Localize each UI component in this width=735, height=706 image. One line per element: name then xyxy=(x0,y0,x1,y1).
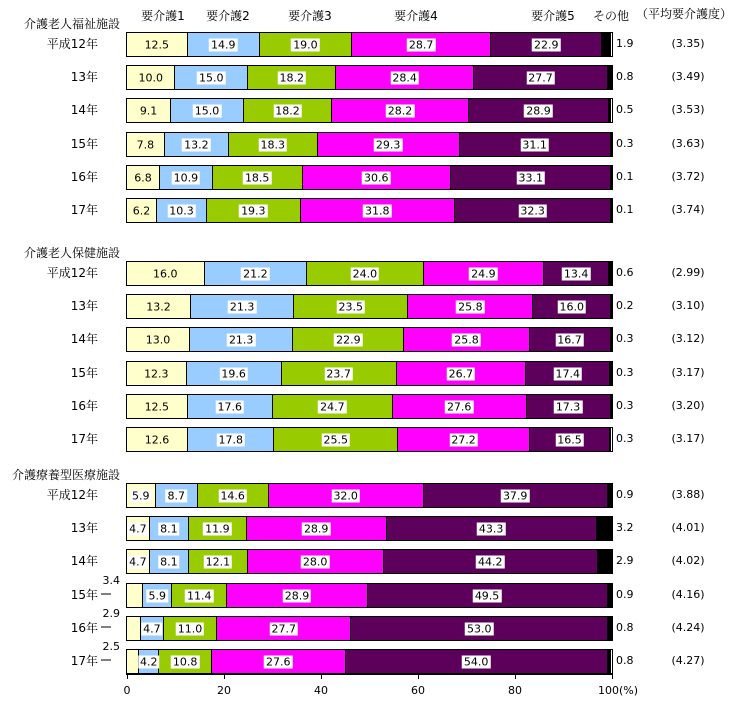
segment-value-label: 27.6 xyxy=(266,655,291,668)
average-care-level-value: (3.53) xyxy=(671,103,705,116)
x-axis-tick-label: 100(%) xyxy=(597,684,639,697)
segment-要介護1 xyxy=(127,517,150,540)
average-care-level-value: (3.74) xyxy=(671,203,705,216)
segment-value-label: 5.9 xyxy=(148,589,167,602)
segment-その他 xyxy=(611,328,612,351)
segment-要介護2 xyxy=(150,550,189,573)
segment-value-label: 15.0 xyxy=(194,104,220,117)
segment-要介護3 xyxy=(274,428,398,451)
segment-value-label: 23.5 xyxy=(338,300,364,313)
segment-要介護3 xyxy=(282,362,397,385)
segment-要介護5 xyxy=(460,133,611,156)
row-year-label: 15年 xyxy=(70,137,98,151)
segment-要介護5 xyxy=(455,199,612,222)
segment-value-label: 28.7 xyxy=(408,38,434,51)
stacked-bar xyxy=(126,327,613,352)
x-axis-tick-label: 40 xyxy=(314,684,328,697)
segment-要介護1 xyxy=(127,33,188,56)
other-value-label: 0.5 xyxy=(616,103,634,116)
segment-value-label: 12.5 xyxy=(144,38,170,51)
segment-value-label: 8.1 xyxy=(160,522,178,535)
segment-value-label: 19.3 xyxy=(241,204,266,217)
segment-value-label: 37.9 xyxy=(502,489,528,502)
segment-value-label: 4.7 xyxy=(129,555,147,568)
segment-要介護3 xyxy=(244,99,332,122)
average-care-level-value: (2.99) xyxy=(671,266,705,279)
x-axis-tick-label: 0 xyxy=(123,684,131,697)
average-care-level-value: (3.17) xyxy=(671,366,705,379)
facility-group-name: 介護老人保健施設 xyxy=(23,246,120,260)
segment-value-label: 26.7 xyxy=(448,367,474,380)
segment-要介護2 xyxy=(150,517,189,540)
segment-value-label: 21.2 xyxy=(243,267,268,280)
segment-value-label: 10.0 xyxy=(138,71,163,84)
segment-要介護2 xyxy=(156,484,198,507)
segment-要介護1 xyxy=(127,428,188,451)
stacked-bar xyxy=(126,132,613,157)
segment-要介護1 xyxy=(127,262,205,285)
average-care-level-value: (4.01) xyxy=(671,521,705,534)
segment-value-label: 22.9 xyxy=(533,38,559,51)
segment-要介護5 xyxy=(351,617,608,640)
segment-value-label: 8.1 xyxy=(160,555,178,568)
x-axis-tick xyxy=(224,675,225,679)
average-care-level-value: (3.17) xyxy=(671,432,705,445)
segment-value-label: 28.0 xyxy=(302,555,328,568)
other-value-label: 0.8 xyxy=(616,654,634,667)
stacked-bar xyxy=(126,98,613,123)
legend-label-5: 要介護5 xyxy=(531,9,575,23)
other-value-label: 0.9 xyxy=(616,588,634,601)
segment-その他 xyxy=(597,517,613,540)
average-care-level-value: (3.10) xyxy=(671,299,705,312)
segment-value-label-outside: 3.4 xyxy=(102,574,120,587)
segment-value-label: 31.8 xyxy=(364,204,390,217)
leader-line xyxy=(101,593,111,595)
segment-value-label: 24.9 xyxy=(471,267,496,280)
row-year-label: 17年 xyxy=(70,654,98,668)
segment-value-label: 27.6 xyxy=(446,400,472,413)
segment-要介護2 xyxy=(190,328,293,351)
segment-要介護5 xyxy=(387,517,597,540)
segment-value-label: 11.9 xyxy=(205,522,230,535)
segment-value-label: 17.4 xyxy=(555,367,581,380)
segment-要介護5 xyxy=(530,328,611,351)
segment-要介護1 xyxy=(127,484,156,507)
segment-要介護5 xyxy=(469,99,609,122)
segment-要介護1 xyxy=(127,328,190,351)
row-year-label: 15年 xyxy=(70,366,98,380)
segment-その他 xyxy=(610,362,611,385)
segment-要介護5 xyxy=(346,650,608,673)
segment-要介護2 xyxy=(157,199,207,222)
leader-line xyxy=(101,659,111,661)
segment-value-label: 8.7 xyxy=(167,489,185,502)
segment-要介護4 xyxy=(318,133,460,156)
segment-value-label: 7.8 xyxy=(136,138,155,151)
other-value-label: 0.3 xyxy=(616,399,634,412)
segment-要介護2 xyxy=(143,584,172,607)
other-value-label: 0.3 xyxy=(616,432,634,445)
segment-value-label: 12.5 xyxy=(144,400,170,413)
segment-value-label: 53.0 xyxy=(466,622,492,635)
average-care-level-value: (4.27) xyxy=(671,654,705,667)
segment-要介護3 xyxy=(198,484,269,507)
average-care-level-value: (3.63) xyxy=(671,137,705,150)
row-year-label: 13年 xyxy=(70,299,98,313)
segment-要介護5 xyxy=(384,550,598,573)
segment-value-label: 4.2 xyxy=(140,655,158,668)
segment-要介護4 xyxy=(393,395,527,418)
segment-要介護5 xyxy=(491,33,602,56)
segment-value-label: 9.1 xyxy=(139,104,158,117)
segment-要介護4 xyxy=(352,33,491,56)
segment-要介護5 xyxy=(526,362,610,385)
x-axis-tick-label: 80 xyxy=(508,684,522,697)
segment-value-label: 32.0 xyxy=(333,489,358,502)
row-year-label: 平成12年 xyxy=(46,37,98,51)
segment-value-label: 4.7 xyxy=(143,622,161,635)
segment-その他 xyxy=(608,66,612,89)
segment-value-label: 21.3 xyxy=(228,333,254,346)
segment-value-label: 10.8 xyxy=(172,655,198,668)
segment-要介護3 xyxy=(229,133,318,156)
segment-要介護4 xyxy=(303,166,451,189)
segment-value-label: 12.1 xyxy=(205,555,231,568)
segment-value-label: 21.3 xyxy=(229,300,255,313)
segment-要介護5 xyxy=(527,395,611,418)
segment-value-label: 33.1 xyxy=(518,171,543,184)
segment-value-label: 30.6 xyxy=(364,171,389,184)
segment-要介護2 xyxy=(160,166,213,189)
other-value-label: 0.1 xyxy=(616,170,634,183)
row-year-label: 14年 xyxy=(70,332,98,346)
row-year-label: 16年 xyxy=(70,399,98,413)
average-care-level-value: (3.72) xyxy=(671,170,705,183)
segment-その他 xyxy=(608,617,612,640)
segment-value-label: 25.5 xyxy=(323,433,349,446)
segment-value-label: 23.7 xyxy=(326,367,351,380)
other-value-label: 0.8 xyxy=(616,621,634,634)
segment-要介護5 xyxy=(530,428,610,451)
segment-value-label: 32.3 xyxy=(520,204,545,217)
segment-value-label: 16.0 xyxy=(559,300,584,313)
segment-要介護2 xyxy=(188,33,260,56)
segment-value-label: 5.9 xyxy=(132,489,150,502)
legend-label-4: 要介護4 xyxy=(394,9,438,23)
stacked-bar xyxy=(126,427,613,452)
segment-value-label-outside: 2.9 xyxy=(102,607,120,620)
segment-要介護1 xyxy=(127,66,175,89)
average-care-level-value: (4.24) xyxy=(671,621,705,634)
segment-value-label: 24.0 xyxy=(352,267,378,280)
segment-要介護4 xyxy=(248,550,384,573)
segment-要介護5 xyxy=(474,66,608,89)
segment-value-label: 28.2 xyxy=(387,104,413,117)
segment-要介護1 xyxy=(127,395,188,418)
segment-value-label: 19.6 xyxy=(221,367,246,380)
row-year-label: 14年 xyxy=(70,554,98,568)
segment-要介護5 xyxy=(424,484,608,507)
segment-value-label: 49.5 xyxy=(474,589,500,602)
x-axis-tick xyxy=(515,675,516,679)
segment-要介護3 xyxy=(213,166,303,189)
segment-要介護2 xyxy=(191,295,294,318)
segment-要介護2 xyxy=(188,428,274,451)
other-value-label: 0.2 xyxy=(616,299,634,312)
segment-value-label: 28.9 xyxy=(526,104,551,117)
x-axis-tick xyxy=(321,675,322,679)
segment-要介護3 xyxy=(189,517,247,540)
segment-要介護5 xyxy=(451,166,612,189)
segment-要介護4 xyxy=(217,617,351,640)
stacked-bar xyxy=(126,616,613,641)
segment-要介護1 xyxy=(127,166,160,189)
other-value-label: 3.2 xyxy=(616,521,634,534)
segment-value-label: 17.6 xyxy=(217,400,243,413)
segment-value-label: 44.2 xyxy=(477,555,503,568)
row-year-label: 17年 xyxy=(70,203,98,217)
segment-value-label: 24.7 xyxy=(320,400,345,413)
segment-その他 xyxy=(602,33,611,56)
segment-value-label: 27.7 xyxy=(271,622,296,635)
segment-value-label: 10.9 xyxy=(173,171,199,184)
segment-value-label: 16.7 xyxy=(557,333,582,346)
stacked-bar xyxy=(126,32,613,57)
segment-要介護4 xyxy=(227,584,367,607)
segment-要介護3 xyxy=(164,617,217,640)
segment-value-label: 43.3 xyxy=(478,522,504,535)
segment-その他 xyxy=(608,484,612,507)
segment-value-label: 15.0 xyxy=(199,71,224,84)
facility-group-name: 介護老人福祉施設 xyxy=(23,17,120,31)
average-care-level-value: (3.88) xyxy=(671,488,705,501)
segment-value-label: 13.4 xyxy=(563,267,589,280)
stacked-bar xyxy=(126,516,613,541)
row-year-label: 13年 xyxy=(70,70,98,84)
average-care-level-value: (3.20) xyxy=(671,399,705,412)
segment-value-label: 27.2 xyxy=(451,433,476,446)
segment-要介護3 xyxy=(307,262,423,285)
segment-要介護4 xyxy=(212,650,346,673)
average-care-level-value: (4.16) xyxy=(671,588,705,601)
segment-要介護1 xyxy=(127,362,187,385)
x-axis-tick xyxy=(612,675,613,679)
segment-要介護4 xyxy=(336,66,474,89)
segment-要介護3 xyxy=(294,295,408,318)
segment-要介護2 xyxy=(205,262,308,285)
segment-要介護3 xyxy=(248,66,336,89)
stacked-bar xyxy=(126,198,613,223)
facility-group-name: 介護療養型医療施設 xyxy=(11,468,120,482)
segment-その他 xyxy=(610,428,611,451)
row-year-label: 15年 xyxy=(70,588,98,602)
segment-要介護2 xyxy=(139,650,159,673)
segment-value-label: 13.0 xyxy=(145,333,171,346)
segment-要介護5 xyxy=(533,295,611,318)
segment-value-label: 18.5 xyxy=(244,171,270,184)
segment-value-label: 11.0 xyxy=(177,622,203,635)
segment-要介護2 xyxy=(187,362,282,385)
segment-その他 xyxy=(611,295,612,318)
segment-value-label: 27.7 xyxy=(528,71,553,84)
segment-要介護5 xyxy=(368,584,608,607)
row-year-label: 16年 xyxy=(70,170,98,184)
segment-value-label: 31.1 xyxy=(522,138,547,151)
segment-value-label: 28.9 xyxy=(284,589,310,602)
stacked-bar xyxy=(126,394,613,419)
segment-要介護2 xyxy=(141,617,164,640)
stacked-bar xyxy=(126,649,613,674)
other-value-label: 2.9 xyxy=(616,554,634,567)
segment-要介護4 xyxy=(332,99,469,122)
segment-要介護3 xyxy=(159,650,211,673)
segment-要介護1 xyxy=(127,584,143,607)
leader-line xyxy=(101,626,111,628)
average-care-level-value: (3.49) xyxy=(671,70,705,83)
avg-header-label: （平均要介護度） xyxy=(636,7,733,21)
row-year-label: 16年 xyxy=(70,621,98,635)
segment-value-label: 25.8 xyxy=(458,300,483,313)
segment-value-label: 28.4 xyxy=(392,71,417,84)
segment-要介護4 xyxy=(398,428,530,451)
segment-value-label: 54.0 xyxy=(463,655,489,668)
segment-value-label: 14.9 xyxy=(211,38,236,51)
other-value-label: 0.8 xyxy=(616,70,634,83)
segment-その他 xyxy=(598,550,612,573)
segment-value-label: 18.2 xyxy=(275,104,300,117)
stacked-bar xyxy=(126,483,613,508)
stacked-bar xyxy=(126,261,613,286)
other-value-label: 0.3 xyxy=(616,332,634,345)
legend-label-1: 要介護1 xyxy=(141,9,185,23)
row-year-label: 14年 xyxy=(70,103,98,117)
segment-要介護1 xyxy=(127,99,171,122)
segment-要介護2 xyxy=(171,99,244,122)
segment-要介護2 xyxy=(165,133,229,156)
row-year-label: 13年 xyxy=(70,521,98,535)
x-axis-line xyxy=(126,674,613,675)
segment-要介護4 xyxy=(397,362,526,385)
segment-value-label: 6.8 xyxy=(134,171,152,184)
stacked-bar xyxy=(126,65,613,90)
segment-その他 xyxy=(608,584,612,607)
segment-その他 xyxy=(611,133,612,156)
x-axis-tick xyxy=(127,675,128,679)
stacked-bar xyxy=(126,294,613,319)
segment-要介護5 xyxy=(544,262,609,285)
segment-value-label: 11.4 xyxy=(186,589,212,602)
segment-要介護3 xyxy=(189,550,248,573)
segment-要介護1 xyxy=(127,133,165,156)
segment-value-label: 18.2 xyxy=(279,71,304,84)
x-axis-tick-label: 20 xyxy=(217,684,231,697)
row-year-label: 17年 xyxy=(70,432,98,446)
segment-要介護4 xyxy=(404,328,529,351)
row-year-label: 平成12年 xyxy=(46,488,98,502)
stacked-bar xyxy=(126,165,613,190)
segment-value-label-outside: 2.5 xyxy=(102,640,120,653)
segment-要介護4 xyxy=(247,517,387,540)
segment-value-label: 6.2 xyxy=(132,204,151,217)
segment-value-label: 22.9 xyxy=(336,333,361,346)
stacked-bar xyxy=(126,361,613,386)
legend-label-2: 要介護2 xyxy=(206,9,250,23)
segment-value-label: 12.6 xyxy=(144,433,170,446)
segment-value-label: 13.2 xyxy=(184,138,209,151)
segment-要介護4 xyxy=(269,484,424,507)
other-value-label: 0.3 xyxy=(616,137,634,150)
row-year-label: 平成12年 xyxy=(46,266,98,280)
segment-要介護4 xyxy=(424,262,545,285)
legend-label-3: 要介護3 xyxy=(288,9,332,23)
segment-value-label: 29.3 xyxy=(375,138,401,151)
segment-要介護3 xyxy=(293,328,404,351)
stacked-bar xyxy=(126,583,613,608)
segment-その他 xyxy=(611,395,612,418)
segment-要介護2 xyxy=(188,395,273,418)
segment-value-label: 14.6 xyxy=(220,489,245,502)
segment-value-label: 16.0 xyxy=(153,267,178,280)
average-care-level-value: (3.35) xyxy=(671,37,705,50)
segment-要介護1 xyxy=(127,199,157,222)
x-axis-tick xyxy=(418,675,419,679)
segment-要介護3 xyxy=(207,199,301,222)
segment-value-label: 19.0 xyxy=(293,38,318,51)
segment-value-label: 18.3 xyxy=(260,138,285,151)
legend-label-6: その他 xyxy=(592,9,630,23)
other-value-label: 0.1 xyxy=(616,203,634,216)
average-care-level-value: (3.12) xyxy=(671,332,705,345)
segment-value-label: 10.3 xyxy=(169,204,194,217)
segment-要介護1 xyxy=(127,550,150,573)
other-value-label: 0.9 xyxy=(616,488,634,501)
segment-要介護4 xyxy=(301,199,455,222)
other-value-label: 1.9 xyxy=(616,37,634,50)
segment-value-label: 13.2 xyxy=(146,300,171,313)
segment-その他 xyxy=(609,262,612,285)
segment-その他 xyxy=(609,99,611,122)
segment-その他 xyxy=(608,650,612,673)
other-value-label: 0.3 xyxy=(616,366,634,379)
segment-要介護3 xyxy=(172,584,227,607)
segment-要介護3 xyxy=(273,395,393,418)
segment-要介護2 xyxy=(175,66,248,89)
x-axis-tick-label: 60 xyxy=(411,684,425,697)
segment-要介護3 xyxy=(260,33,352,56)
segment-value-label: 4.7 xyxy=(129,522,147,535)
segment-value-label: 17.3 xyxy=(555,400,581,413)
segment-value-label: 12.3 xyxy=(144,367,169,380)
stacked-bar xyxy=(126,549,613,574)
other-value-label: 0.6 xyxy=(616,266,634,279)
segment-value-label: 25.8 xyxy=(454,333,479,346)
segment-value-label: 16.5 xyxy=(557,433,582,446)
average-care-level-value: (4.02) xyxy=(671,554,705,567)
segment-要介護1 xyxy=(127,295,191,318)
segment-要介護1 xyxy=(127,617,141,640)
segment-value-label: 17.8 xyxy=(218,433,244,446)
segment-value-label: 28.9 xyxy=(303,522,329,535)
segment-要介護4 xyxy=(408,295,533,318)
